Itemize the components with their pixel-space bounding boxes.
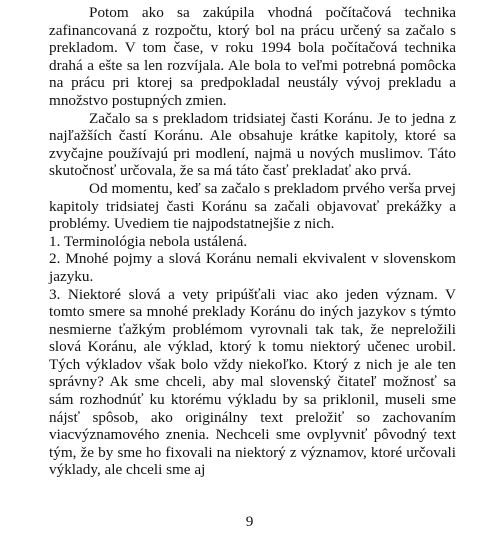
- paragraph-problems: Od momentu, keď sa začalo s prekladom prvého verša prvej kapitoly tridsiatej časti Koránu sa začali objavovať prekážky a problémy. Uvediem tie najpodstatnejšie z nich.: [49, 179, 456, 233]
- list-item-terminology: 1. Terminológia nebola ustálená.: [49, 232, 248, 250]
- paragraph-intro: Potom ako sa zakúpila vhodná počítačová technika zafinancovaná z rozpočtu, ktorý bol na prácu určený sa začalo s prekladom. V tom čase, v roku 1994 bola počítačová technika drahá a ešte sa len rozvíjala. Ale bola to veľmi potrebná pomôcka na prácu pri ktorej sa predpokladal neustály vývoj prekladu a množstvo postupných zmien.: [49, 4, 456, 109]
- document-page: [49, 4, 456, 479]
- paragraph-thirtieth-part: Začalo sa s prekladom tridsiatej časti Koránu. Je to jedna z najľažších častí Koránu. Ale obsahuje krátke kapitoly, ktoré sa zvyčajne používajú pri modlení, najmä u nových muslimov. Táto skutočnosť určovala, že sa má táto časť prekladať ako prvá.: [49, 109, 456, 180]
- list-item-meanings: 3. Niektoré slová a vety pripúšťali viac ako jeden význam. V tomto smere sa mnohé preklady Koránu do iných jazykov s týmto nesmierne ťažkým problémom vyrovnali tak tak, že nepreložili slová Koránu, ale výklad, ktorý k tomu niektorý učenec urobil. Tých výkladov však bolo vždy niekoľko. Ktorý z nich je ale ten správny? Ak sme chceli, aby mal slovenský čitateľ možnosť sa sám rozhodnúť ku ktorému výkladu by sa priklonil, museli sme nájsť spôsob, ako originálny text preložiť so zachovaním viacvýznamového znenia. Nechceli sme ovplyvniť pôvodný text tým, že by sme ho fixovali na niektorý z významov, ktoré určovali výklady, ale chceli sme aj: [49, 285, 456, 479]
- page-number: 9: [245, 513, 254, 530]
- list-item-equivalents: 2. Mnohé pojmy a slová Koránu nemali ekvivalent v slovenskom jazyku.: [49, 250, 456, 285]
